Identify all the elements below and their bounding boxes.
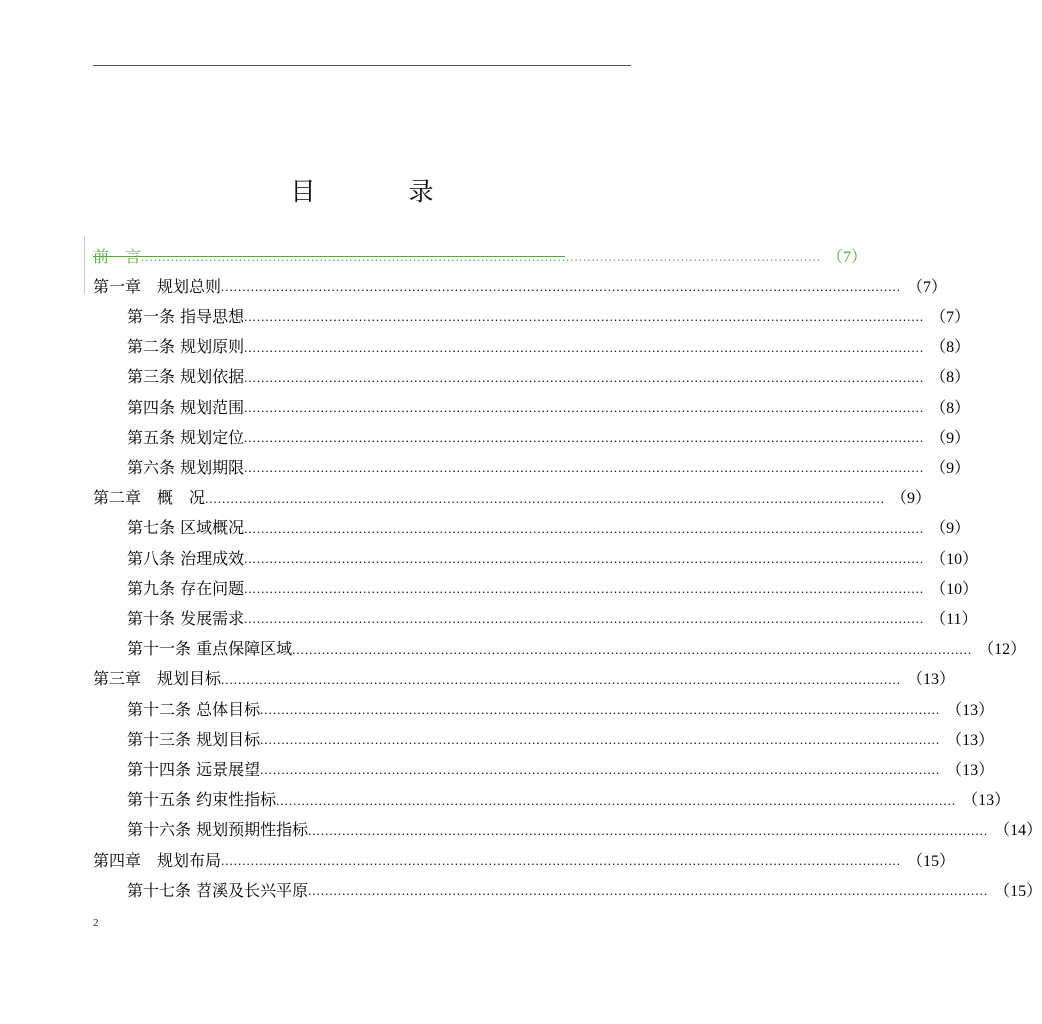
toc-dot-leader: ................................................................................................................................................................ — [244, 551, 925, 566]
toc-chapter-entry[interactable] — [93, 482, 932, 512]
toc-entry-label: 第一条 指导思想 — [127, 306, 245, 326]
toc-entry-page: （15） — [907, 852, 956, 870]
toc-entry-label: 第六条 规划期限 — [127, 457, 245, 477]
toc-entry-label: 第四条 规划范围 — [127, 397, 245, 417]
toc-entry-page: （10） — [930, 580, 979, 598]
toc-dot-leader: ................................................................................................................................................................ — [221, 853, 902, 868]
toc-entry-page: （9） — [891, 490, 932, 508]
toc-dot-leader: ................................................................................................................................................................ — [244, 400, 925, 415]
toc-dot-leader: ................................................................................................................................................................ — [244, 339, 925, 355]
header-rule — [93, 65, 631, 66]
toc-entry-page: （8） — [930, 369, 971, 387]
toc-chapter-entry[interactable] — [93, 270, 948, 300]
toc-dot-leader: ................................................................................................................................................................ — [244, 309, 925, 325]
toc-dot-leader: ................................................................................................................................................................ — [205, 490, 886, 506]
toc-entry-label: 第九条 存在问题 — [127, 578, 245, 598]
toc-article-entry[interactable] — [127, 542, 979, 572]
toc-entry-page: （7） — [930, 308, 971, 326]
toc-entry-page: （7） — [907, 278, 948, 296]
toc-entry-label: 第一章 规划总则 — [93, 276, 222, 296]
toc-entry-label: 第十二条 总体目标 — [127, 699, 261, 719]
toc-title: 目 录 — [290, 177, 468, 206]
toc-dot-leader: ................................................................................................................................................................ — [221, 671, 902, 687]
toc-entry-label: 第十七条 苕溪及长兴平原 — [127, 880, 309, 900]
toc-entry-page: （7） — [827, 248, 868, 266]
toc-dot-leader: ................................................................................................................................................................ — [308, 822, 989, 838]
toc-entry-label: 前 言 — [93, 246, 142, 266]
toc-article-entry[interactable] — [127, 451, 971, 481]
toc-entry-label: 第八条 治理成效 — [127, 548, 245, 568]
toc-dot-leader: ................................................................................................................................................................ — [244, 611, 925, 627]
toc-article-entry[interactable] — [127, 572, 979, 602]
toc-entry-label: 第十一条 重点保障区域 — [127, 639, 293, 659]
toc-dot-leader: ................................................................................................................................................................ — [221, 279, 902, 295]
toc-entry-label: 第二章 概 况 — [93, 488, 206, 508]
toc-article-entry[interactable] — [127, 300, 971, 330]
toc-dot-leader: ................................................................................................................................................................ — [308, 883, 989, 899]
toc-entry-page: （13） — [962, 792, 1011, 810]
toc-article-entry[interactable] — [127, 723, 995, 753]
toc-entry-label: 第四章 规划布局 — [93, 850, 222, 870]
toc-chapter-entry[interactable] — [93, 240, 868, 270]
toc-dot-leader: ................................................................................................................................................................ — [260, 702, 941, 717]
toc-article-entry[interactable] — [127, 361, 971, 391]
toc-entry-label: 第十条 发展需求 — [127, 608, 245, 628]
toc-entry-label: 第十五条 约束性指标 — [127, 790, 277, 810]
toc-entry-page: （12） — [978, 641, 1027, 659]
toc-entry-label: 第五条 规划定位 — [127, 427, 245, 447]
toc-entry-page: （9） — [930, 459, 971, 477]
toc-dot-leader: ................................................................................................................................................................ — [244, 430, 925, 446]
toc-dot-leader: ................................................................................................................................................................ — [244, 369, 925, 385]
toc-entry-label: 第三条 规划依据 — [127, 367, 245, 387]
toc-dot-leader: ................................................................................................................................................................ — [260, 762, 941, 778]
toc-article-entry[interactable] — [127, 633, 1027, 663]
toc-article-entry[interactable] — [127, 693, 995, 723]
toc-dot-leader: ................................................................................................................................................................ — [260, 732, 941, 748]
toc-entry-page: （11） — [930, 610, 978, 628]
toc-entry-page: （8） — [930, 399, 971, 417]
toc-article-entry[interactable] — [127, 421, 971, 451]
page-number: 2 — [93, 917, 99, 929]
toc-article-entry[interactable] — [127, 602, 978, 632]
toc-chapter-entry[interactable] — [93, 844, 956, 874]
toc-entry-label: 第七条 区域概况 — [127, 518, 245, 538]
toc-chapter-entry[interactable] — [93, 663, 956, 693]
toc-dot-leader: ................................................................................................................................................................ — [292, 641, 973, 657]
toc-dot-leader: ................................................................................................................................................................ — [244, 520, 925, 536]
toc-entry-page: （9） — [930, 520, 971, 538]
revision-strikethrough — [93, 256, 565, 257]
toc-entry-page: （9） — [930, 429, 971, 447]
toc-entry-label: 第十六条 规划预期性指标 — [127, 820, 309, 840]
toc-entry-page: （15） — [994, 882, 1042, 900]
toc-entry-label: 第十三条 规划目标 — [127, 729, 261, 749]
toc-entry-page: （13） — [946, 761, 995, 779]
toc-article-entry[interactable] — [127, 331, 971, 361]
toc-entry-page: （14） — [994, 822, 1042, 840]
toc-article-entry[interactable] — [127, 512, 971, 542]
toc-dot-leader: ................................................................................................................................................................ — [141, 249, 822, 264]
toc-entry-label: 第十四条 远景展望 — [127, 759, 261, 779]
toc-entry-page: （13） — [907, 671, 956, 689]
toc-dot-leader: ................................................................................................................................................................ — [244, 581, 925, 597]
toc-dot-leader: ................................................................................................................................................................ — [244, 460, 925, 476]
toc-entry-page: （13） — [946, 731, 995, 749]
toc-entry-label: 第二条 规划原则 — [127, 337, 245, 357]
toc-entry-page: （13） — [946, 701, 995, 719]
toc-entry-label: 第三章 规划目标 — [93, 669, 222, 689]
toc-article-entry[interactable] — [127, 874, 1042, 904]
toc-dot-leader: ................................................................................................................................................................ — [276, 792, 957, 808]
toc-entry-page: （10） — [930, 550, 979, 568]
toc-entry-page: （8） — [930, 339, 971, 357]
toc-article-entry[interactable] — [127, 753, 995, 783]
toc-article-entry[interactable] — [127, 784, 1011, 814]
revision-marker — [84, 236, 85, 294]
toc-article-entry[interactable] — [127, 391, 971, 421]
toc-article-entry[interactable] — [127, 814, 1042, 844]
